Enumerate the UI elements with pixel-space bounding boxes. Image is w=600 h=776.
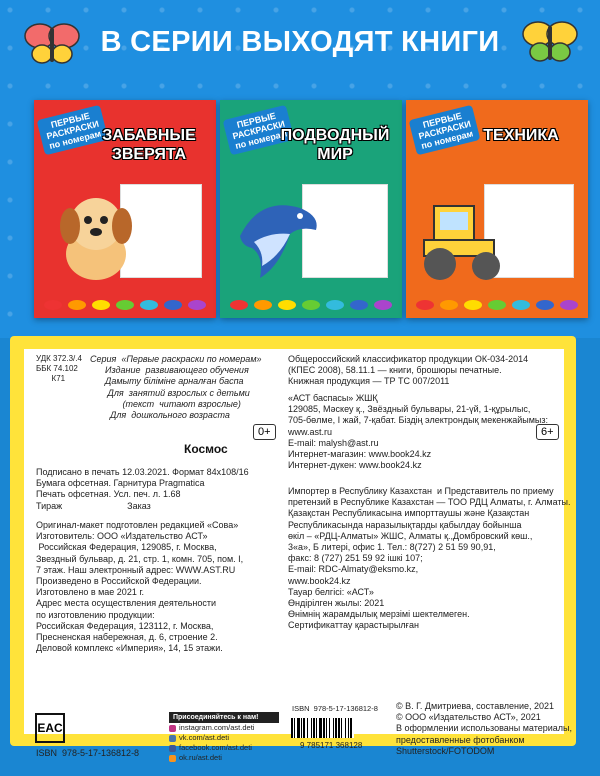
book-title: ТЕХНИКА [483,127,559,144]
social-links [169,712,279,763]
series-badge: ПЕРВЫЕ РАСКРАСКИ по номерам [223,105,295,156]
barcode [291,718,383,738]
series-badge: ПЕРВЫЕ РАСКРАСКИ по номерам [409,105,481,156]
book-title: ПОДВОДНЫЙ МИР [280,127,390,163]
social-link-ok[interactable]: ok.ru/ast.deti [169,753,279,763]
book-cover-podvodnyy-mir[interactable] [220,100,402,318]
social-link-instagram[interactable]: instagram.com/ast.deti [169,723,279,733]
publisher-details: Оригинал-макет подготовлен редакцией «Сова» Изготовитель: ООО «Издательство АСТ» Российская Федерация, 129085, г. Москва, Звездный бульвар, д. 21, стр. 1, комн. 705, пом. I, 7 этаж. Наш электронный адрес: WWW.AST.RU Произведено в Российской Федерации. Изготовлено в мае 2021 г. Адрес места осуществления деятельности по изготовлению продукции: Российская Федерация, 123112, г. Москва, Пресненская набережная, д. 6, строение 2. Деловой комплекс «Империя», 14, 15 этажи. [36,520,244,654]
age-rating-badge: 6+ [536,424,559,440]
series-info: Серия «Первые раскраски по номерам» Издание развивающего обучения Дамыту біліміне арналған баспа Для занятий взрослых с детьми (текст читают взрослые) Для дошкольного возраста [90,354,262,421]
book-cover-tekhnika[interactable] [406,100,588,318]
vk-icon [169,735,176,742]
book-title: ЗАБАВНЫЕ ЗВЕРЯТА [102,127,196,163]
road-roller-illustration [414,196,514,286]
facebook-icon [169,745,176,752]
print-details: Подписано в печать 12.03.2021. Формат 84х108/16 Бумага офсетная. Гарнитура Pragmatica Печать офсетная. Усл. печ. л. 1.68 Тираж Заказ [36,467,249,511]
odnoklassniki-icon [169,755,176,762]
product-classifier: Общероссийский классификатор продукции ОК-034-2014 (КПЕС 2008), 58.11.1 — книги, брошюры печатные. Книжная продукция — ТР ТС 007/2011 [288,354,529,387]
barcode-digits: 9 785171 368128 [300,741,363,750]
dolphin-illustration [230,186,326,286]
color-palette [416,300,578,310]
copyright: © В. Г. Дмитриева, составление, 2021 © ООО «Издательство АСТ», 2021 В оформлении использованы материалы, предоставленные фотобанком Shutterstock/FOTODOM [396,701,572,756]
eac-mark: EAC [35,713,65,743]
book-cover-zabavnye-zveryata[interactable] [34,100,216,318]
age-rating-badge: 0+ [253,424,276,440]
promo-banner [0,0,600,338]
instagram-icon [169,725,176,732]
social-link-facebook[interactable]: facebook.com/ast.deti [169,743,279,753]
book-title: Космос [184,442,228,456]
color-palette [230,300,392,310]
banner-title: В СЕРИИ ВЫХОДЯТ КНИГИ [100,26,500,58]
social-link-vk[interactable]: vk.com/ast.deti [169,733,279,743]
color-palette [44,300,206,310]
udk-bbk: УДК 372.3/.4 ББК 74.102 К71 [36,354,82,383]
isbn-barcode-label: ISBN 978-5-17-136812-8 [292,704,378,713]
series-badge: ПЕРВЫЕ РАСКРАСКИ по номерам [37,105,109,156]
importer-info: Импортер в Республику Казахстан и Представитель по приему претензий в Республике Казахстан — ТОО РДЦ Алматы, г. Алматы. Қазақстан Республикасына импорттаушы және Қазақстан Республикасында наразылықтарды қабылдау бойынша өкіл – «РДЦ-Алматы» ЖШС, Алматы қ.,Домбровский көш., 3«а», Б литері, офис 1. Тел.: 8(727) 2 51 59 90,91, факс: 8 (727) 251 59 92 ішкі 107; E-mail: RDC-Almaty@eksmo.kz, www.book24.kz Тауар белгісі: «АСТ» Өндірілген жылы: 2021 Өнімнің жарамдылық мерзімі шектелмеген. Сертификаттау қарастырылған [288,486,571,631]
kz-publisher-info: «АСТ баспасы» ЖШҚ 129085, Мәскеу қ., Звёздный бульвары, 21-үй, 1-құрылыс, 705-бөлме, I жай, 7-қабат. Біздің электрондық мекенжайымыз: www.ast.ru E-mail: malysh@ast.ru Интернет-магазин: www.book24.kz Интернет-дүкен: www.book24.kz [288,393,549,471]
social-heading: Присоединяйтесь к нам! [169,712,279,723]
isbn-left: ISBN 978-5-17-136812-8 [36,748,140,758]
puppy-illustration [48,186,144,286]
